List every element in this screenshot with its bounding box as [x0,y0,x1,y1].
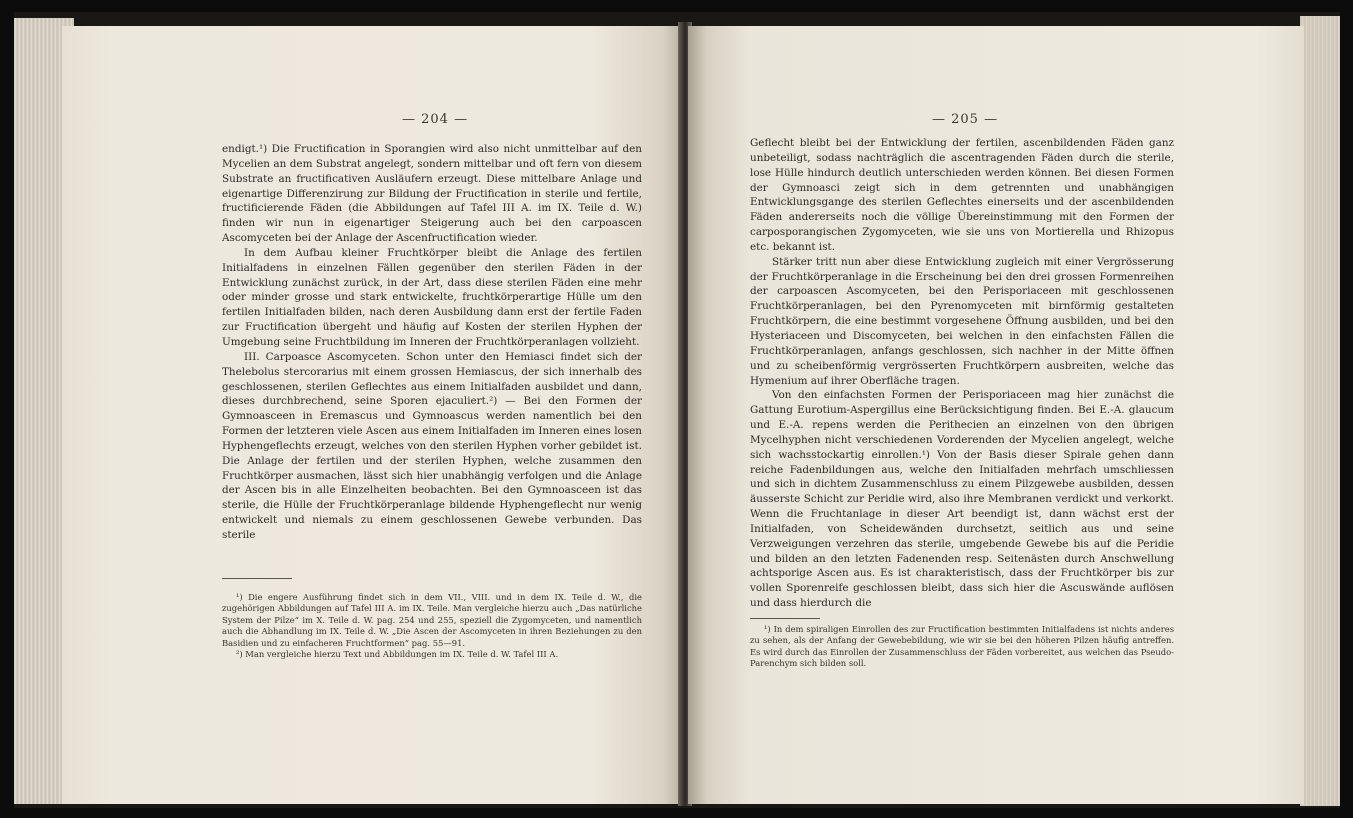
right-page-stack-edge [1300,16,1340,806]
left-page [62,26,682,804]
left-footnotes [222,592,642,660]
page-number-right: — 205 — [932,112,999,127]
footnote: ¹) In dem spiraligen Einrollen des zur Fructification bestimmten Initialfadens ist nichts anderes zu sehen, als der Anfang der Gewebebildung, wie wir sie bei den höheren Pilzen häufig antreffen. Es wird durch das Einrollen der Zusammenschluss der Fäden vorbereitet, aus welchen das Pseudo-Parenchym sich bilden soll. [750,624,1174,669]
page-number-left: — 204 — [402,112,469,127]
left-paragraph: In dem Aufbau kleiner Fruchtkörper bleibt die Anlage des fertilen Initialfadens in einzelnen Fällen gegenüber den sterilen Fäden in der Entwicklung zunächst zurück, in der Art, dass diese sterilen Fäden eine mehr oder minder grosse und stark entwickelte, fruchtkörperartige Hülle um den fertilen Initialfaden bilden, nach deren Ausbildung dann erst der fertile Faden zur Fructification übergeht und häufig auf Kosten der sterilen Hyphen der Umgebung seine Fruchtbildung im Inneren der Fruchtkörperanlagen vollzieht. [222,246,642,348]
right-paragraph: Geflecht bleibt bei der Entwicklung der fertilen, ascenbildenden Fäden ganz unbeteiligt, sodass nachträglich die ascentragenden Fäden durch die sterile, lose Hülle hindurch deutlich unterschieden werden können. Bei diesen Formen der Gymnoasci zeigt sich in dem getrennten und unabhängigen Entwicklungsgange des sterilen Geflechtes einerseits und der ascenbildenden Fäden andererseits noch die völlige Übereinstimmung mit den Formen der carposporangischen Zygomyceten, wie sie uns von Mortierella und Rhizopus etc. bekannt ist. [750,137,1174,253]
right-footnotes [750,624,1174,670]
right-body-text [750,136,1174,611]
left-paragraph: III. Carpoasce Ascomyceten. Schon unter den Hemiasci findet sich der Thelebolus stercorarius mit einem grossen Hemiascus, der sich innerhalb des geschlossenen, sterilen Geflechtes aus einem Initialfaden ausbildet und dann, dieses durchbrechend, seine Sporen ejaculiert.²) — Bei den Formen der Gymnoasceen in Eremascus und Gymnoascus werden namentlich bei den Formen der letzteren viele Ascen aus einem Initialfaden im Inneren eines losen Hyphengeflechts erzeugt, welches von den sterilen Hyphen vorher gebildet ist. Die Anlage der fertilen und der sterilen Hyphen, welche zusammen den Fruchtkörper ausmachen, lässt sich hier unabhängig verfolgen und die Anlage der Ascen bis in alle Einzelheiten beobachten. Bei den Gymnoasceen ist das sterile, die Hülle der Fruchtkörperanlage bildende Hyphengeflecht nur wenig entwickelt und niemals zu einem geschlossenen Gewebe verbunden. Das sterile [222,350,642,541]
footnote-rule [222,578,292,579]
footnote-rule [750,618,820,619]
right-paragraph: Stärker tritt nun aber diese Entwicklung zugleich mit einer Vergrösserung der Fruchtkörperanlage in die Erscheinung bei den drei grossen Formenreihen der carpoascen Ascomyceten, bei den Perisporiaceen mit geschlossenen Fruchtkörperanlagen, bei den Pyrenomyceten mit birnförmig gestalteten Fruchtkörpern, die eine bestimmt vorgesehene Öffnung ausbilden, und bei den Hysteriaceen und Discomyceten, bei welchen in den einfachsten Fällen die Fruchtkörperanlagen, anfangs geschlossen, sich nachher in der Mitte öffnen und zu scheibenförmig vergrösserten Fruchtkörpern ausbreiten, welche das Hymenium auf ihrer Oberfläche tragen. [750,255,1174,387]
left-body-text [222,142,642,543]
left-paragraph: endigt.¹) Die Fructification in Sporangien wird also nicht unmittelbar auf den Mycelien an dem Substrat angelegt, sondern mittelbar und oft fern von diesem Substrate an fructificativen Ausläufern erzeugt. Diese mittelbare Anlage und eigenartige Differenzirung zur Bildung der Fructification in sterile und fertile, fructificierende Fäden (die Abbildungen auf Tafel III A. im IX. Teile d. W.) finden wir nun in eigenartiger Steigerung auch bei den carpoascen Ascomyceten bei der Anlage der Ascenfructification wieder. [222,143,642,245]
open-book [14,12,1340,808]
footnote: ²) Man vergleiche hierzu Text und Abbildungen im IX. Teile d. W. Tafel III A. [236,649,559,660]
right-page [688,26,1304,804]
footnote: ¹) Die engere Ausführung findet sich in dem VII., VIII. und in dem IX. Teile d. W., die zugehörigen Abbildungen auf Tafel III A. im IX. Teile. Man vergleiche hierzu auch „Das natürliche System der Pilze“ im X. Teile d. W. pag. 254 und 255, speziell die Zygomyceten, und namentlich auch die Abhandlung im IX. Teile d. W. „Die Ascen der Ascomyceten in ihren Beziehungen zu den Basidien und zu einfacheren Fruchtformen“ pag. 55—91. [222,592,642,648]
right-paragraph: Von den einfachsten Formen der Perisporiaceen mag hier zunächst die Gattung Eurotium-Aspergillus eine Berücksichtigung finden. Bei E.-A. glaucum und E.-A. repens werden die Perithecien an einzelnen von den übrigen Mycelhyphen nicht verschiedenen Vorderenden der Mycelien angelegt, welche sich wachsstockartig einrollen.¹) Von der Basis dieser Spirale gehen dann reiche Fadenbildungen aus, welche den Initialfaden mehrfach umschliessen und sich in dichtem Zusammenschluss zu einem Pilzgewebe ausbilden, dessen äusserste Schicht zur Peridie wird, also ihre Membranen verdickt und verkorkt. Wenn die Fruchtanlage in dieser Art beendigt ist, dann wächst erst der Initialfaden, von Scheidewänden durchsetzt, seitlich aus und seine Verzweigungen verzehren das sterile, umgebende Gewebe bis auf die Peridie und bilden an den letzten Fadenenden resp. Seitenästen durch Anschwellung achtsporige Ascen aus. Es ist charakteristisch, dass der Fruchtkörper bis zur vollen Sporenreife geschlossen bleibt, dass sich hier die Ascuswände auflösen und dass hierdurch die [750,389,1174,610]
